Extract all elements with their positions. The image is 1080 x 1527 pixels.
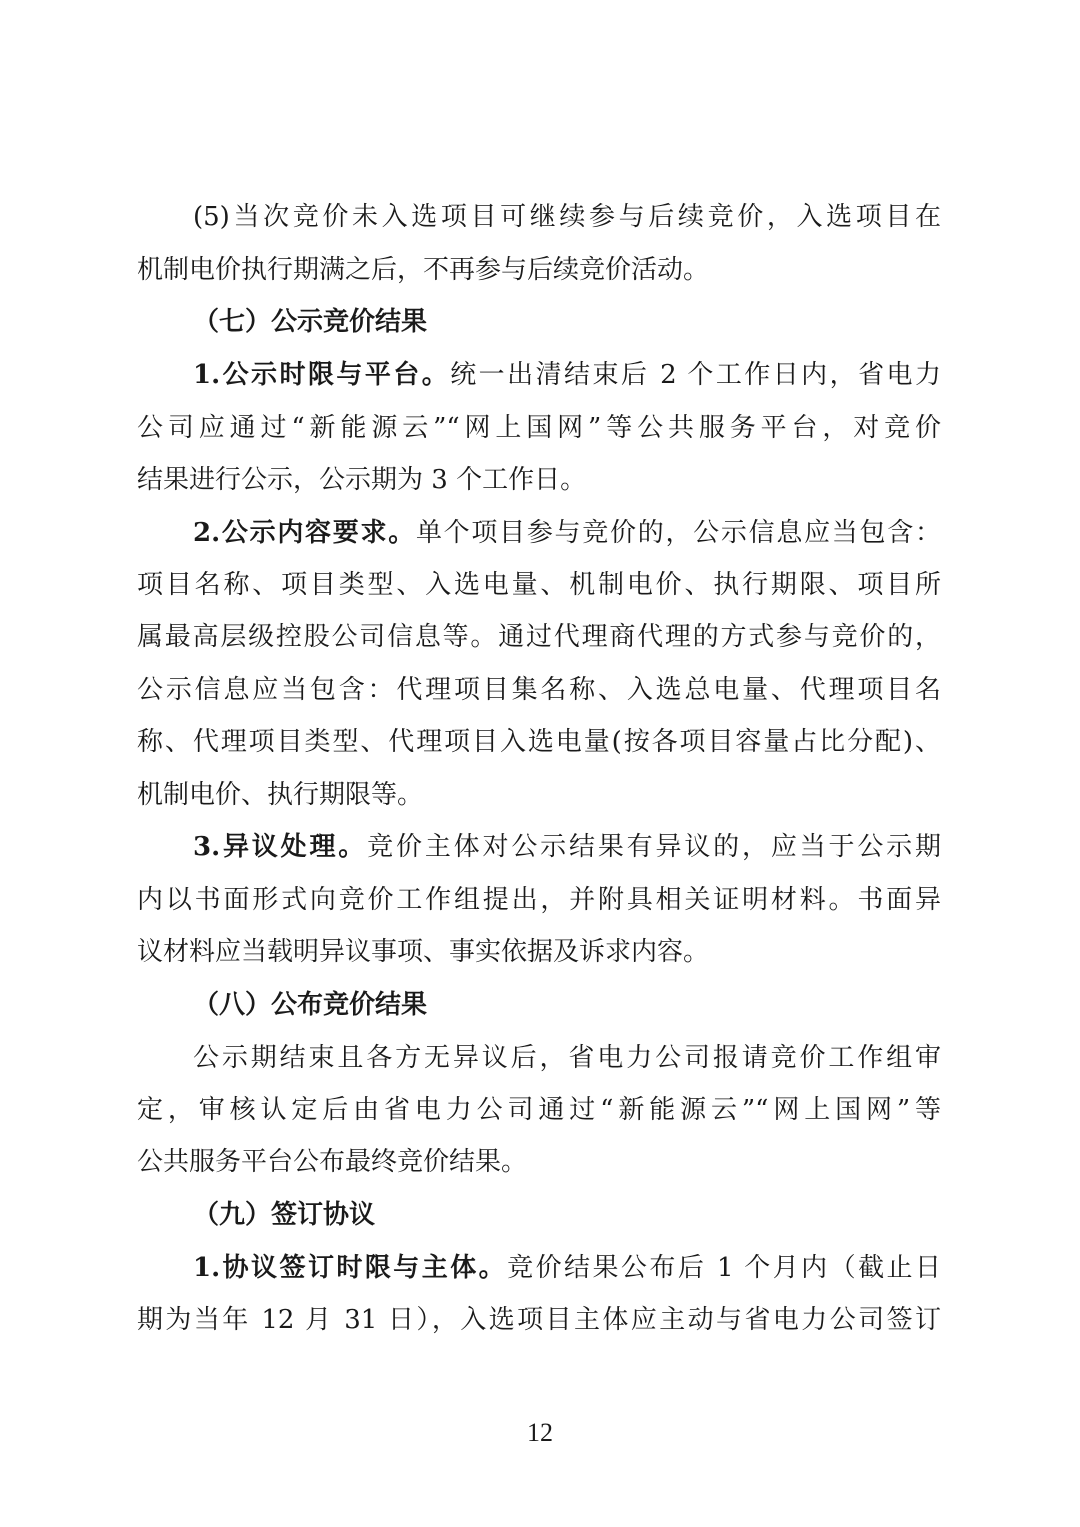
line-text: （七）公示竞价结果	[193, 307, 428, 337]
text-line	[137, 880, 941, 920]
text-line	[137, 250, 941, 290]
line-text: 机制电价、执行期限等。	[137, 780, 424, 810]
item-title: 1.公示时限与平台。	[193, 360, 451, 390]
line-text: 公共服务平台公布最终竞价结果。	[137, 1147, 528, 1177]
text-line	[137, 775, 941, 815]
line-text: 结果进行公示，公示期为 3 个工作日。	[137, 465, 587, 495]
line-text: 项目名称、项目类型、入选电量、机制电价、执行期限、项目所	[137, 570, 941, 600]
item-title: 2.公示内容要求。	[193, 518, 416, 548]
text-line	[137, 408, 941, 448]
text-line	[193, 355, 941, 395]
text-line	[193, 827, 941, 867]
text-line	[137, 617, 941, 657]
line-text: 公示信息应当包含：代理项目集名称、入选总电量、代理项目名	[137, 675, 941, 705]
line-text: (5)当次竞价未入选项目可继续参与后续竞价，入选项目在	[193, 202, 941, 232]
page-number: 12	[527, 1418, 553, 1447]
text-line	[137, 932, 941, 972]
line-text: 竞价结果公布后 1 个月内（截止日	[507, 1253, 941, 1283]
text-line	[193, 513, 941, 553]
line-text: 公司应通过“新能源云”“网上国网”等公共服务平台，对竞价	[137, 413, 941, 443]
line-text: 属最高层级控股公司信息等。通过代理商代理的方式参与竞价的，	[137, 622, 941, 652]
text-line	[137, 670, 941, 710]
text-line	[137, 565, 941, 605]
line-text: 单个项目参与竞价的，公示信息应当包含：	[415, 518, 941, 548]
section-heading	[193, 302, 893, 342]
line-text: 称、代理项目类型、代理项目入选电量(按各项目容量占比分配)、	[137, 727, 941, 757]
item-title: 3.异议处理。	[193, 832, 368, 862]
text-line	[137, 1090, 941, 1130]
line-text: 竞价主体对公示结果有异议的，应当于公示期	[367, 832, 941, 862]
line-text: （九）签订协议	[193, 1200, 376, 1230]
text-line	[193, 1248, 941, 1288]
text-line	[137, 1142, 941, 1182]
text-line	[137, 460, 941, 500]
text-line	[137, 1300, 941, 1340]
line-text: 公示期结束且各方无异议后，省电力公司报请竞价工作组审	[193, 1043, 941, 1073]
line-text: 定，审核认定后由省电力公司通过“新能源云”“网上国网”等	[137, 1095, 941, 1125]
line-text: 统一出清结束后 2 个工作日内，省电力	[450, 360, 941, 390]
text-line	[193, 197, 941, 237]
line-text: （八）公布竞价结果	[193, 990, 428, 1020]
text-line	[193, 1038, 941, 1078]
line-text: 内以书面形式向竞价工作组提出，并附具相关证明材料。书面异	[137, 885, 941, 915]
section-heading	[193, 985, 893, 1025]
line-text: 期为当年 12 月 31 日），入选项目主体应主动与省电力公司签订	[137, 1305, 941, 1335]
line-text: 议材料应当载明异议事项、事实依据及诉求内容。	[137, 937, 710, 967]
item-title: 1.协议签订时限与主体。	[193, 1253, 508, 1283]
section-heading	[193, 1195, 893, 1235]
line-text: 机制电价执行期满之后，不再参与后续竞价活动。	[137, 255, 710, 285]
text-line	[137, 722, 941, 762]
